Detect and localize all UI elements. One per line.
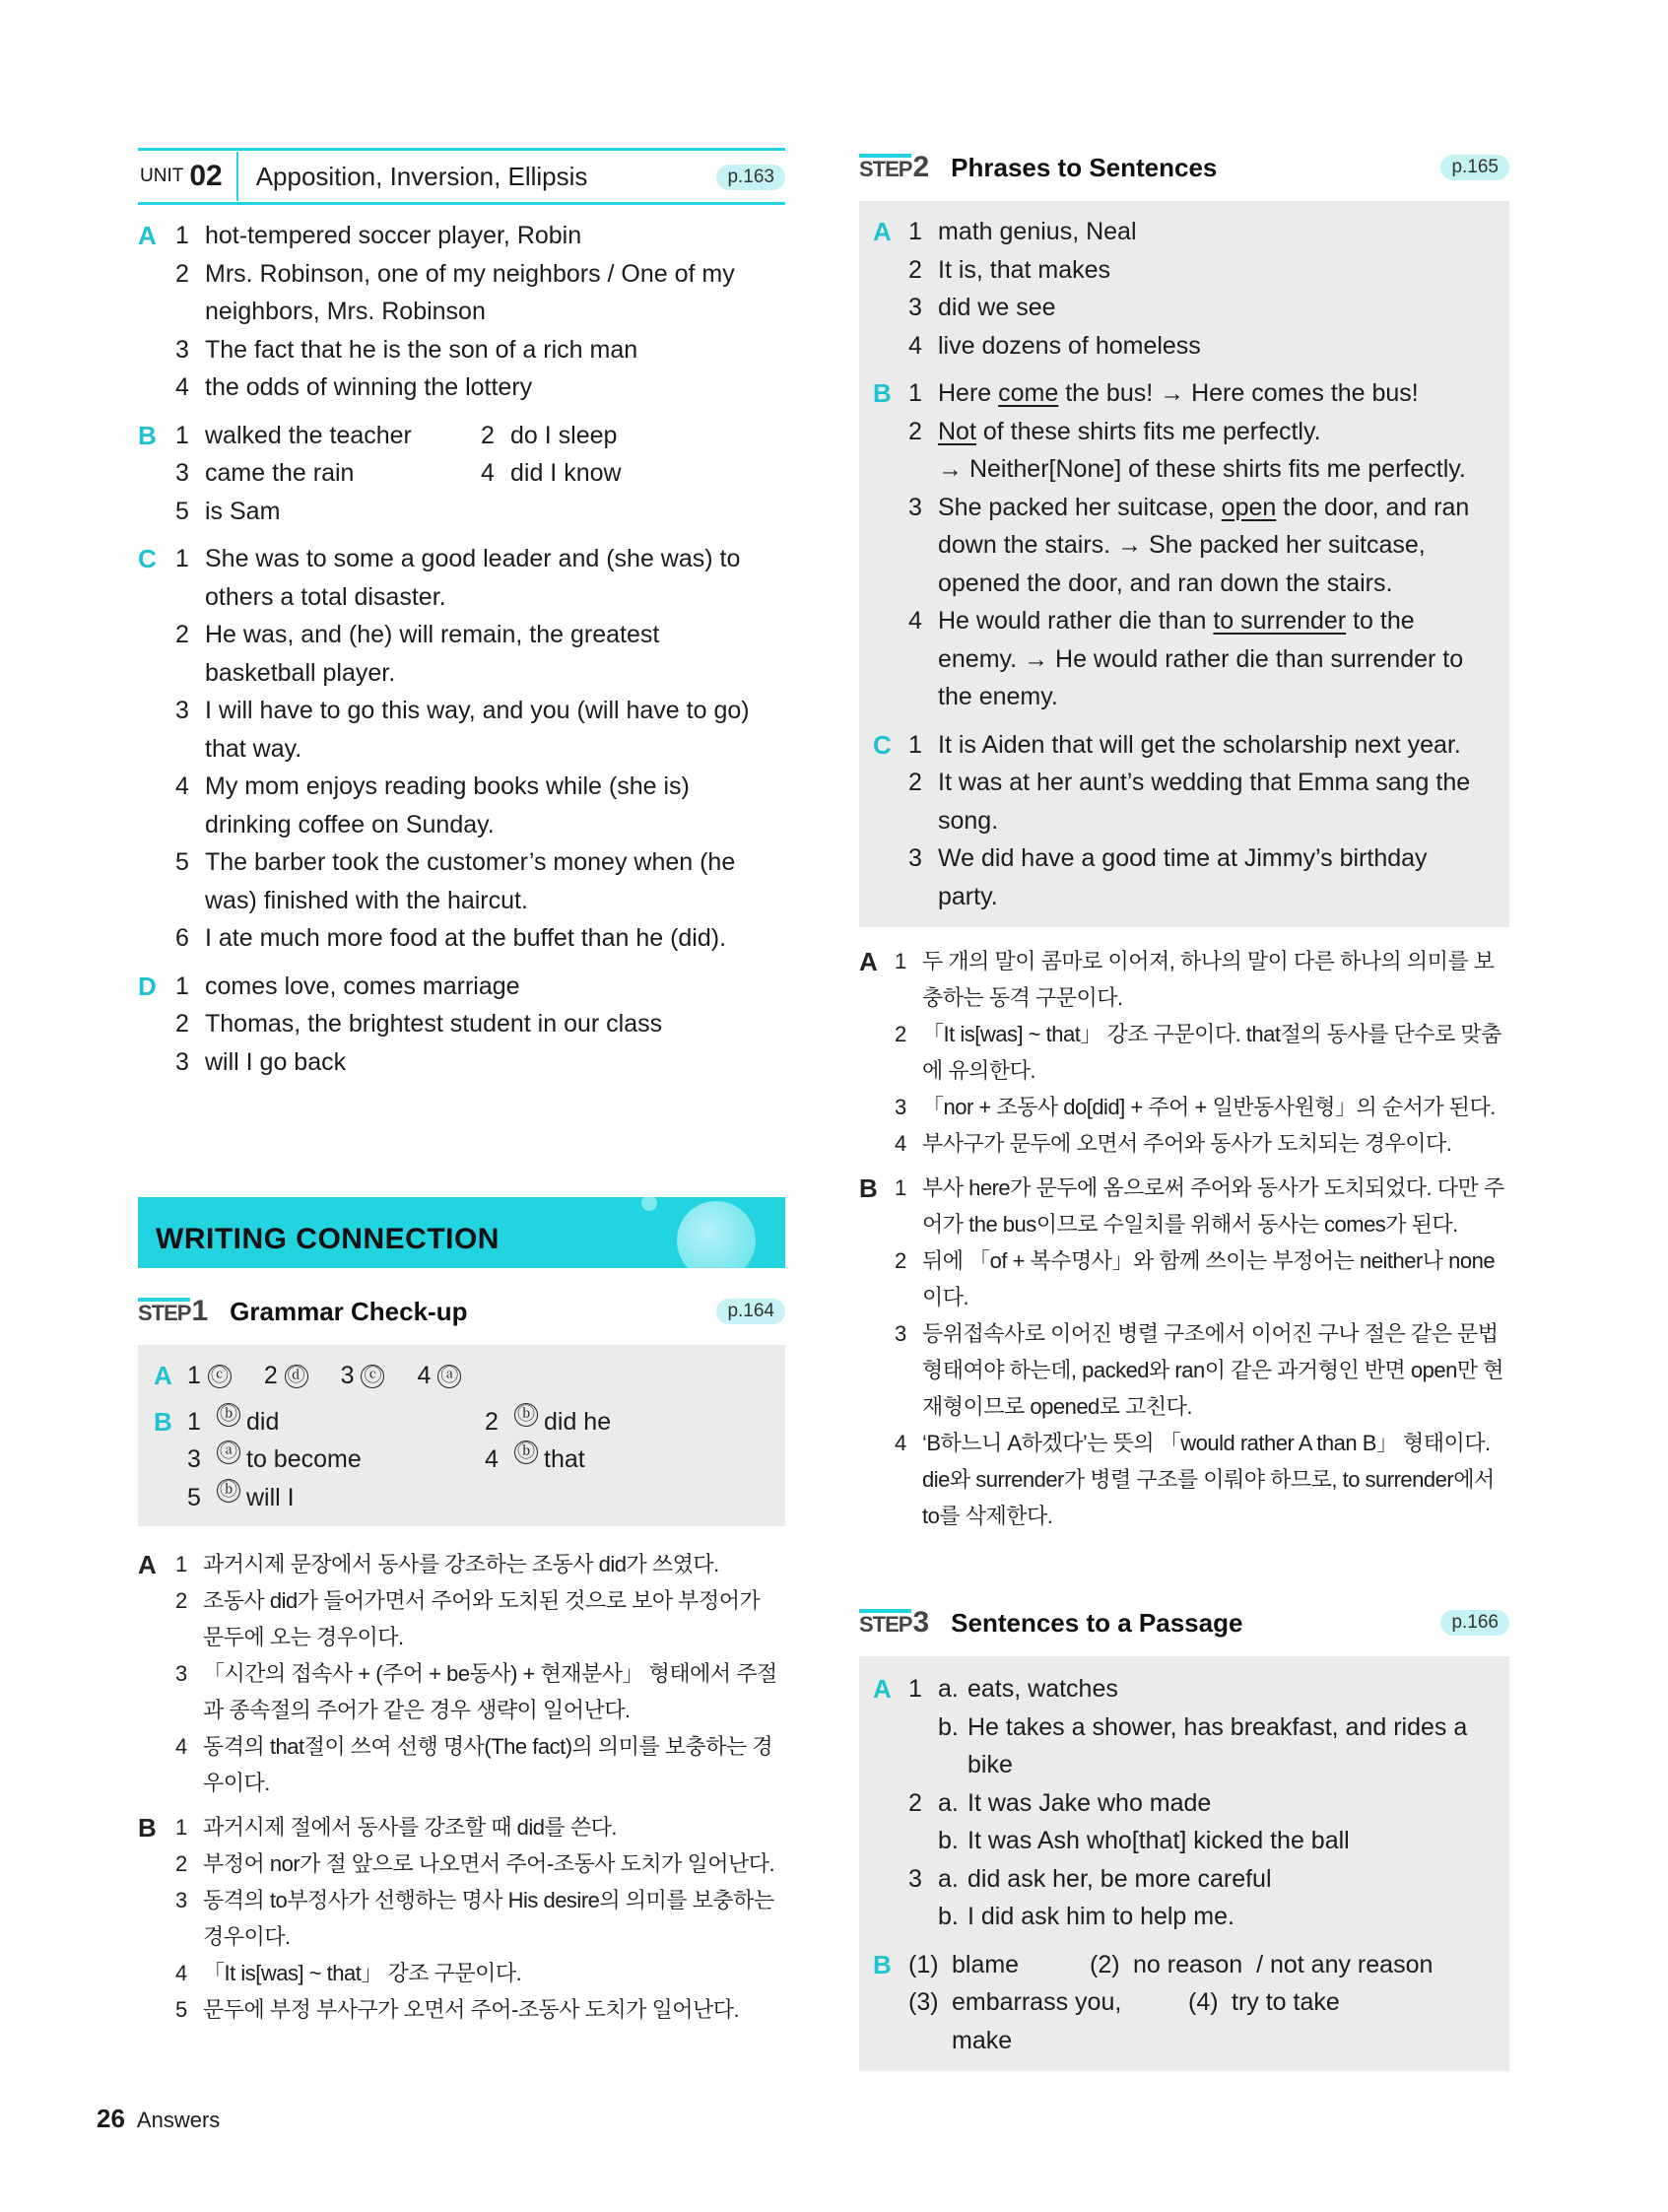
item-text: 조동사 did가 들어가면서 주어와 도치된 것으로 보아 부정어가 문두에 오는 경우이다. xyxy=(203,1588,761,1649)
step-2-section-b xyxy=(873,374,1496,716)
answer-item xyxy=(175,843,785,919)
answer-item xyxy=(175,692,785,768)
item-text: We did have a good time at Jimmy’s birthday party. xyxy=(938,844,1428,910)
item-number: 2 xyxy=(175,1010,189,1038)
section-letter: B xyxy=(873,1949,892,1979)
item-text: The barber took the customer’s money when (he was) finished with the haircut. xyxy=(205,848,736,914)
choice-circle: ⓑ xyxy=(514,1441,538,1464)
page-reference-badge: p.163 xyxy=(716,165,785,190)
item-text: live dozens of homeless xyxy=(938,331,1201,360)
item-number: 3 xyxy=(175,459,189,487)
answer-item xyxy=(908,327,1496,366)
step-1-answer-box xyxy=(138,1345,785,1526)
item-number: 1 xyxy=(175,421,189,449)
bubble-decoration xyxy=(677,1201,756,1268)
choice-circle: ⓑ xyxy=(217,1479,240,1503)
item-text: of these shirts fits me perfectly. xyxy=(975,417,1321,445)
item-number: 5 xyxy=(175,848,189,876)
item-text: 부정어 nor가 절 앞으로 나오면서 주어-조동사 도치가 일어난다. xyxy=(203,1851,775,1876)
item-number: 2 xyxy=(908,417,922,445)
item-number: 2 xyxy=(895,1022,906,1046)
item-text: to the enemy. → He would rather die than surrender to the enemy. xyxy=(938,607,1464,710)
item-number: 2 xyxy=(175,1588,187,1613)
answer-item xyxy=(908,413,1496,489)
section-letter: B xyxy=(859,1173,878,1203)
item-number: 2 xyxy=(908,769,922,796)
item-text: 「It is[was] ~ that」 강조 구문이다. xyxy=(203,1961,522,1985)
right-column xyxy=(859,148,1509,2071)
item-number: 2 xyxy=(175,1851,187,1876)
answer-item xyxy=(175,919,785,958)
answer-item xyxy=(908,726,1496,765)
section-letter: B xyxy=(873,378,892,408)
item-text: I will have to go this way, and you (will have to go) that way. xyxy=(205,697,750,763)
underlined-error: open xyxy=(1221,493,1277,521)
item-number: 6 xyxy=(175,924,189,952)
item-text: 「시간의 접속사 + (주어 + be동사) + 현재분사」 형태에서 주절과 종속절의 주어가 같은 경우 생략이 일어난다. xyxy=(203,1661,777,1722)
item-text: no reason / not any reason xyxy=(1133,1950,1434,1978)
explanation-item xyxy=(895,1016,1509,1089)
answer-item xyxy=(175,493,785,531)
item-text: 부사구가 문두에 오면서 주어와 동사가 도치되는 경우이다. xyxy=(922,1131,1452,1156)
answer-item xyxy=(908,374,1496,413)
answer-item xyxy=(908,213,1496,251)
item-text: Thomas, the brightest student in our class xyxy=(205,1010,663,1038)
item-text: → Neither[None] of these shirts fits me perfectly. xyxy=(938,455,1466,483)
section-letter: D xyxy=(138,971,157,1001)
unit-section-c xyxy=(138,540,785,958)
item-number: 3 xyxy=(175,1047,189,1076)
item-number: (4) xyxy=(1188,1988,1219,2016)
unit-label: UNIT xyxy=(140,166,184,186)
answer-item xyxy=(908,489,1496,603)
item-text: 과거시제 문장에서 동사를 강조하는 조동사 did가 쓰였다. xyxy=(203,1552,719,1576)
section-letter: B xyxy=(154,1406,172,1437)
item-number: 2 xyxy=(908,1788,922,1817)
item-text: He takes a shower, has breakfast, and rides a bike xyxy=(967,1712,1468,1778)
item-number: 1 xyxy=(187,1407,201,1436)
bubble-decoration xyxy=(641,1197,657,1211)
item-number: 1 xyxy=(908,379,922,407)
answer-row xyxy=(908,1946,1496,1984)
explanation-item xyxy=(175,1546,785,1582)
step-label: STEP xyxy=(859,1609,911,1637)
step-2-explanation-b xyxy=(859,1170,1509,1534)
answer-row xyxy=(187,1441,769,1479)
item-number: 3 xyxy=(908,294,922,321)
item-text: embarrass you, make xyxy=(952,1988,1122,2054)
item-number: 3 xyxy=(340,1362,355,1389)
item-text: did ask her, be more careful xyxy=(967,1864,1272,1893)
item-number: 2 xyxy=(175,259,189,288)
item-text: It was Ash who[that] kicked the ball xyxy=(967,1827,1350,1854)
step-3-answer-box xyxy=(859,1656,1509,2071)
item-number: 4 xyxy=(175,1734,187,1759)
item-text: did we see xyxy=(938,294,1056,321)
step-number: 2 xyxy=(912,151,930,183)
underlined-error: come xyxy=(998,379,1059,407)
section-letter: A xyxy=(138,1550,157,1579)
answer-item xyxy=(175,255,785,331)
item-number: 1 xyxy=(187,1362,201,1389)
explanation-item xyxy=(895,1125,1509,1162)
step-title: Phrases to Sentences xyxy=(951,152,1218,182)
item-number: 3 xyxy=(895,1321,906,1346)
section-letter: A xyxy=(859,947,878,976)
item-text: 두 개의 말이 콤마로 이어져, 하나의 말이 다른 하나의 의미를 보충하는 동격 구문이다. xyxy=(922,949,1495,1010)
item-number: 1 xyxy=(908,1675,922,1703)
item-text: 문두에 부정 부사구가 오면서 주어-조동사 도치가 일어난다. xyxy=(203,1997,740,2022)
item-text: 「It is[was] ~ that」 강조 구문이다. that절의 동사를 단수로 맞춤에 유의한다. xyxy=(922,1022,1501,1083)
explanation-item xyxy=(895,1425,1509,1534)
step-title: Grammar Check-up xyxy=(230,1296,468,1326)
footer-label: Answers xyxy=(136,2108,221,2132)
item-number: 1 xyxy=(175,972,189,1000)
item-text: do I sleep xyxy=(510,421,618,449)
answer-item xyxy=(175,540,785,616)
explanation-item xyxy=(175,1582,785,1655)
item-number: 3 xyxy=(908,493,922,521)
page-reference-badge: p.164 xyxy=(716,1299,785,1324)
item-text: I ate much more food at the buffet than he (did). xyxy=(205,924,727,952)
page-reference-badge: p.165 xyxy=(1440,155,1509,180)
section-letter: B xyxy=(138,420,157,450)
sub-label: a. xyxy=(938,1864,959,1893)
step-1-header xyxy=(138,1292,785,1331)
left-column xyxy=(138,148,785,2028)
explanation-item xyxy=(175,1955,785,1991)
item-text: ‘B하느니 A하겠다’는 뜻의 「would rather A than B」 형태이다. die와 surrender가 병렬 구조를 이뤄야 하므로, to surrender에서 to를 삭제한다. xyxy=(922,1431,1495,1528)
item-number: 1 xyxy=(175,545,189,572)
item-number: 3 xyxy=(895,1095,906,1119)
answer-item xyxy=(175,217,785,255)
answer-item xyxy=(908,251,1496,290)
underlined-error: to surrender xyxy=(1213,607,1347,635)
answer-item xyxy=(908,602,1496,716)
item-number: (2) xyxy=(1090,1950,1120,1978)
writing-connection-banner xyxy=(138,1197,785,1268)
answer-item xyxy=(175,1005,785,1043)
answer-item xyxy=(908,1860,1496,1899)
item-text: hot-tempered soccer player, Robin xyxy=(205,222,582,249)
item-text: 뒤에 「of + 복수명사」와 함께 쓰이는 부정어는 neither나 none이다. xyxy=(922,1248,1496,1309)
unit-title: Apposition, Inversion, Ellipsis xyxy=(255,161,588,191)
sub-label: a. xyxy=(938,1788,959,1817)
item-text: I did ask him to help me. xyxy=(967,1903,1234,1930)
answer-item xyxy=(908,1670,1496,1709)
answer-item xyxy=(908,1709,1496,1784)
explanation-item xyxy=(895,943,1509,1016)
answer-item xyxy=(175,331,785,369)
item-text: 동격의 that절이 쓰여 선행 명사(The fact)의 의미를 보충하는 경우이다. xyxy=(203,1734,773,1795)
item-number: 4 xyxy=(895,1431,906,1455)
item-number: 3 xyxy=(908,844,922,872)
step-2-explanation-a xyxy=(859,943,1509,1162)
item-number: 2 xyxy=(895,1248,906,1273)
answer-item xyxy=(908,839,1496,915)
sub-label: b. xyxy=(938,1712,959,1741)
item-number: 1 xyxy=(175,1815,187,1840)
item-text: the odds of winning the lottery xyxy=(205,373,533,401)
item-text: He was, and (he) will remain, the greatest basketball player. xyxy=(205,621,660,687)
item-number: 1 xyxy=(895,949,906,973)
item-text: 과거시제 절에서 동사를 강조할 때 did를 쓴다. xyxy=(203,1815,617,1840)
page-number: 26 xyxy=(97,2104,125,2133)
step-label: STEP xyxy=(138,1298,190,1325)
item-number: 1 xyxy=(175,222,189,249)
item-text: She packed her suitcase, xyxy=(938,493,1222,521)
item-number: 3 xyxy=(175,1661,187,1686)
choice-circle: ⓑ xyxy=(514,1403,538,1427)
explanation-item xyxy=(175,1728,785,1801)
item-text: Here xyxy=(938,379,999,407)
unit-section-d xyxy=(138,968,785,1082)
page-reference-badge: p.166 xyxy=(1440,1610,1509,1636)
item-number: 2 xyxy=(175,621,189,648)
answer-row xyxy=(187,1479,769,1517)
step-2-section-c xyxy=(873,726,1496,916)
item-number: 5 xyxy=(187,1483,201,1511)
item-text: walked the teacher xyxy=(205,421,412,449)
choice-circle: ⓐ xyxy=(217,1441,240,1464)
banner-title: WRITING CONNECTION xyxy=(156,1223,500,1255)
item-text: 부사 here가 문두에 옴으로써 주어와 동사가 도치되었다. 다만 주어가 the bus이므로 수일치를 위해서 동사는 comes가 된다. xyxy=(922,1175,1504,1237)
choice-circle: ⓑ xyxy=(217,1403,240,1427)
item-text: math genius, Neal xyxy=(938,218,1137,245)
explanation-item xyxy=(175,1882,785,1955)
item-text: It was Jake who made xyxy=(967,1788,1212,1817)
step-2-header xyxy=(859,148,1509,187)
unit-header xyxy=(138,148,785,205)
item-text: eats, watches xyxy=(967,1675,1118,1703)
answer-row xyxy=(908,1983,1496,2059)
section-letter: A xyxy=(154,1361,172,1390)
item-number: 3 xyxy=(175,697,189,724)
section-letter: B xyxy=(138,1813,157,1843)
item-text: did I know xyxy=(510,459,622,487)
item-number: 4 xyxy=(175,373,189,401)
item-number: 4 xyxy=(908,331,922,360)
item-text: did he xyxy=(544,1407,612,1436)
answer-item xyxy=(175,1043,785,1082)
answer-item xyxy=(175,616,785,692)
section-letter: C xyxy=(138,544,157,573)
item-number: 1 xyxy=(895,1175,906,1200)
item-number: 2 xyxy=(481,421,495,449)
item-text: The fact that he is the son of a rich man xyxy=(205,335,638,364)
answer-row xyxy=(175,417,785,455)
choice-circle: ⓒ xyxy=(361,1365,384,1388)
step-1-explanation-a xyxy=(138,1546,785,1801)
item-number: 2 xyxy=(263,1362,278,1389)
step-2-section-a xyxy=(873,213,1496,365)
step-1-explanation-b xyxy=(138,1809,785,2028)
section-letter: A xyxy=(138,221,157,250)
step-3-section-b xyxy=(873,1946,1496,2060)
sub-label: b. xyxy=(938,1827,959,1854)
explanation-item xyxy=(175,1809,785,1845)
sub-label: b. xyxy=(938,1903,959,1930)
item-text: is Sam xyxy=(205,497,281,525)
item-text: He would rather die than xyxy=(938,607,1214,635)
item-text: She was to some a good leader and (she was) to others a total disaster. xyxy=(205,545,741,611)
explanation-item xyxy=(175,1845,785,1882)
choice-circle: ⓐ xyxy=(437,1365,461,1388)
explanation-item xyxy=(895,1242,1509,1315)
answer-item xyxy=(908,289,1496,327)
step-3-header xyxy=(859,1603,1509,1642)
item-text: try to take xyxy=(1232,1988,1340,2016)
item-number: (1) xyxy=(908,1950,939,1978)
page-footer xyxy=(97,2104,220,2134)
item-number: 1 xyxy=(908,730,922,759)
answer-item xyxy=(908,1784,1496,1823)
item-text: My mom enjoys reading books while (she is) drinking coffee on Sunday. xyxy=(205,772,690,838)
unit-number: 02 xyxy=(189,160,223,192)
item-text: came the rain xyxy=(205,459,355,487)
item-number: 3 xyxy=(175,1888,187,1912)
step-number: 1 xyxy=(191,1295,209,1327)
explanation-item xyxy=(175,1655,785,1728)
step-1-section-a xyxy=(154,1357,769,1395)
item-text: blame xyxy=(952,1950,1020,1978)
step-label: STEP xyxy=(859,154,911,181)
choice-circle: ⓒ xyxy=(208,1365,232,1388)
explanation-item xyxy=(175,1991,785,2028)
item-number: 3 xyxy=(908,1864,922,1893)
item-number: 2 xyxy=(908,255,922,284)
answer-item xyxy=(908,764,1496,839)
answer-row xyxy=(175,454,785,493)
item-number: (3) xyxy=(908,1988,939,2016)
explanation-item xyxy=(895,1170,1509,1242)
item-number: 4 xyxy=(481,459,495,487)
item-text: 「nor + 조동사 do[did] + 주어 + 일반동사원형」의 순서가 된다. xyxy=(922,1095,1496,1119)
item-number: 4 xyxy=(175,1961,187,1985)
choice-circle: ⓓ xyxy=(285,1365,308,1388)
unit-section-a xyxy=(138,217,785,407)
unit-section-b xyxy=(138,417,785,531)
step-3-section-a xyxy=(873,1670,1496,1936)
answer-item xyxy=(908,1822,1496,1860)
unit-divider xyxy=(236,152,238,201)
item-text: 등위접속사로 이어진 병렬 구조에서 이어진 구나 절은 같은 문법 형태여야 하는데, packed와 ran이 같은 과거형인 반면 open만 현재형이므로 opened로 고친다. xyxy=(922,1321,1503,1419)
underlined-error: Not xyxy=(938,417,976,445)
item-number: 2 xyxy=(485,1407,499,1436)
item-text: will I xyxy=(246,1483,295,1511)
item-text: will I go back xyxy=(205,1047,347,1076)
step-2-answer-box xyxy=(859,201,1509,927)
item-text: that xyxy=(544,1445,585,1473)
step-title: Sentences to a Passage xyxy=(951,1607,1243,1638)
item-text: 동격의 to부정사가 선행하는 명사 His desire의 의미를 보충하는 경우이다. xyxy=(203,1888,774,1949)
item-text: the bus! → Here comes the bus! xyxy=(1058,379,1419,407)
item-text: It is Aiden that will get the scholarship next year. xyxy=(938,730,1461,759)
answer-item xyxy=(175,369,785,407)
answer-row xyxy=(187,1403,769,1441)
item-number: 5 xyxy=(175,497,189,525)
explanation-item xyxy=(895,1315,1509,1425)
item-number: 4 xyxy=(485,1445,499,1473)
answer-item xyxy=(175,968,785,1006)
item-text: It was at her aunt’s wedding that Emma sang the song. xyxy=(938,769,1471,835)
section-letter: A xyxy=(873,1674,892,1704)
item-number: 1 xyxy=(908,218,922,245)
section-letter: C xyxy=(873,729,892,760)
sub-label: a. xyxy=(938,1675,959,1703)
item-text: Mrs. Robinson, one of my neighbors / One of my neighbors, Mrs. Robinson xyxy=(205,259,735,325)
explanation-item xyxy=(895,1089,1509,1125)
item-number: 4 xyxy=(895,1131,906,1156)
item-number: 1 xyxy=(175,1552,187,1576)
step-number: 3 xyxy=(912,1606,930,1639)
item-number: 3 xyxy=(175,335,189,364)
item-number: 4 xyxy=(175,772,189,800)
item-text: the door, and ran down the stairs. → She packed her suitcase, opened the door, and ran down the stairs. xyxy=(938,493,1470,597)
item-text: did xyxy=(246,1407,280,1436)
item-number: 5 xyxy=(175,1997,187,2022)
item-number: 4 xyxy=(417,1362,432,1389)
item-text: comes love, comes marriage xyxy=(205,972,520,1000)
step-1-section-b xyxy=(154,1403,769,1517)
answer-item xyxy=(908,1898,1496,1936)
answer-item xyxy=(175,768,785,843)
item-text: to become xyxy=(246,1445,362,1473)
item-number: 3 xyxy=(187,1445,201,1473)
item-number: 4 xyxy=(908,607,922,635)
item-text: It is, that makes xyxy=(938,255,1111,284)
section-letter: A xyxy=(873,217,892,246)
